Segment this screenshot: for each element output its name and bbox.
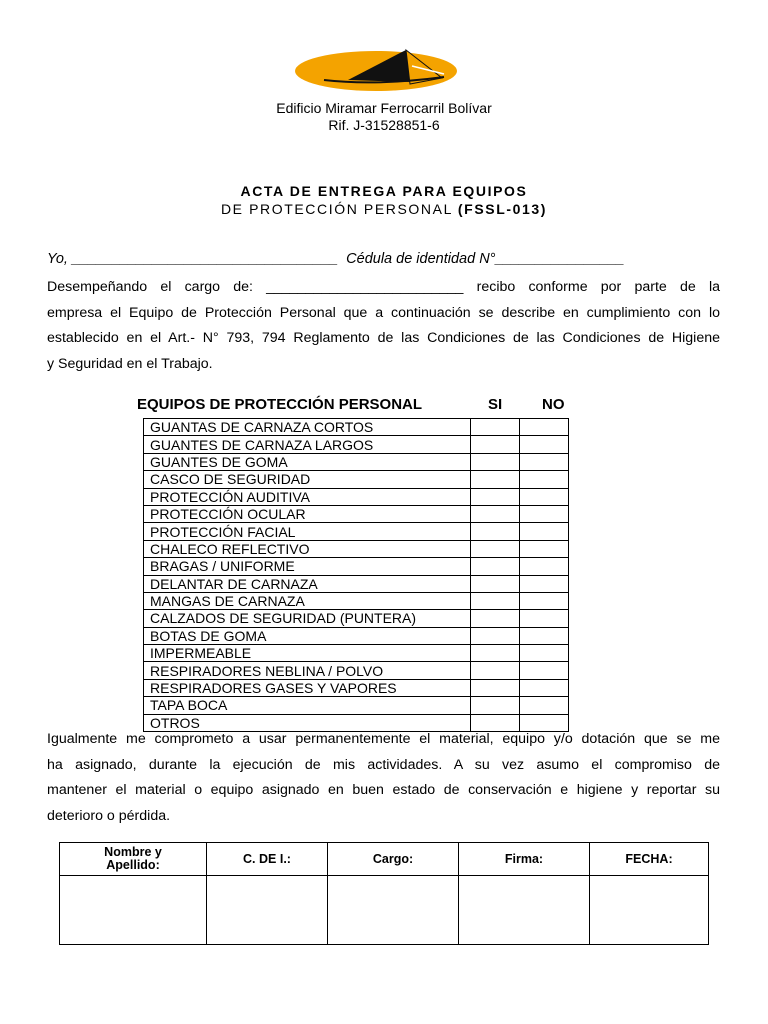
signature-entry-row [60,876,709,945]
si-checkbox-cell[interactable] [471,488,520,505]
form-code: (FSSL-013) [457,201,548,217]
fecha-entry-cell[interactable] [590,876,709,945]
si-checkbox-cell[interactable] [471,523,520,540]
no-checkbox-cell[interactable] [520,540,569,557]
si-checkbox-cell[interactable] [471,575,520,592]
equipment-item: CALZADOS DE SEGURIDAD (PUNTERA) [144,610,471,627]
cargo-entry-cell[interactable] [328,876,459,945]
equipment-item: PROTECCIÓN OCULAR [144,505,471,522]
no-checkbox-cell[interactable] [520,627,569,644]
signature-table [59,842,709,945]
si-header: SI [488,396,503,413]
equipment-item: PROTECCIÓN FACIAL [144,523,471,540]
si-checkbox-cell[interactable] [471,505,520,522]
rif-line: Rif. J-31528851-6 [328,117,440,133]
si-checkbox-cell[interactable] [471,436,520,453]
equipment-row [144,575,569,592]
no-checkbox-cell[interactable] [520,453,569,470]
si-checkbox-cell[interactable] [471,627,520,644]
equipment-header: EQUIPOS DE PROTECCIÓN PERSONAL [137,396,423,413]
id-entry-cell[interactable] [207,876,328,945]
si-checkbox-cell[interactable] [471,645,520,662]
equipment-item: RESPIRADORES GASES Y VAPORES [144,679,471,696]
equipment-row [144,523,569,540]
equipment-row [144,679,569,696]
no-checkbox-cell[interactable] [520,558,569,575]
company-logo [294,46,458,94]
equipment-row [144,453,569,470]
equipment-row [144,697,569,714]
equipment-row [144,558,569,575]
equipment-item: MANGAS DE CARNAZA [144,592,471,609]
equipment-item: BRAGAS / UNIFORME [144,558,471,575]
name-column-header: Nombre y Apellido: [60,843,207,876]
paragraph-line: ha asignado, durante la ejecución de mis actividades. A su vez asumo el compromiso de [47,756,720,773]
equipment-row [144,419,569,436]
paragraph-line: Igualmente me comprometo a usar permanentemente el material, equipo y/o dotación que se me [47,731,720,747]
si-checkbox-cell[interactable] [471,592,520,609]
si-checkbox-cell[interactable] [471,697,520,714]
equipment-row [144,627,569,644]
equipment-item: GUANTES DE CARNAZA LARGOS [144,436,471,453]
equipment-table [143,418,569,732]
no-checkbox-cell[interactable] [520,697,569,714]
address-line: Edificio Miramar Ferrocarril Bolívar [276,100,492,116]
si-checkbox-cell[interactable] [471,679,520,696]
no-checkbox-cell[interactable] [520,645,569,662]
no-checkbox-cell[interactable] [520,662,569,679]
equipment-row [144,645,569,662]
paragraph-line: y Seguridad en el Trabajo. [47,355,213,372]
no-header: NO [542,396,565,413]
equipment-item: PROTECCIÓN AUDITIVA [144,488,471,505]
no-checkbox-cell[interactable] [520,505,569,522]
si-checkbox-cell[interactable] [471,471,520,488]
si-checkbox-cell[interactable] [471,662,520,679]
cargo-column-header: Cargo: [328,843,459,876]
document-title: ACTA DE ENTREGA PARA EQUIPOS [240,183,528,199]
equipment-row [144,488,569,505]
name-entry-cell[interactable] [60,876,207,945]
equipment-item: DELANTAR DE CARNAZA [144,575,471,592]
paragraph-line: establecido en el Art.- N° 793, 794 Reglamento de las Condiciones de las Condiciones de Higiene [47,330,720,346]
equipment-row [144,592,569,609]
equipment-row [144,471,569,488]
equipment-item: CASCO DE SEGURIDAD [144,471,471,488]
signature-header-row [60,843,709,876]
no-checkbox-cell[interactable] [520,523,569,540]
no-checkbox-cell[interactable] [520,575,569,592]
no-checkbox-cell[interactable] [520,436,569,453]
equipment-item: GUANTES DE GOMA [144,453,471,470]
no-checkbox-cell[interactable] [520,610,569,627]
fecha-column-header: FECHA: [590,843,709,876]
equipment-item: GUANTAS DE CARNAZA CORTOS [144,419,471,436]
name-id-line: Yo, _________________________________ Cédula de identidad N°________________ [47,251,625,267]
equipment-item: CHALECO REFLECTIVO [144,540,471,557]
paragraph-line: empresa el Equipo de Protección Personal que a continuación se describe en cumplimiento con lo [47,304,720,321]
commitment-paragraph [47,727,720,829]
intro-paragraph [47,275,720,377]
equipment-row [144,610,569,627]
paragraph-line: Desempeñando el cargo de: _________________________ recibo conforme por parte de la [47,279,720,295]
equipment-row [144,540,569,557]
equipment-row [144,436,569,453]
no-checkbox-cell[interactable] [520,679,569,696]
equipment-row [144,662,569,679]
equipment-item: IMPERMEABLE [144,645,471,662]
equipment-item: OTROS [144,714,471,731]
firma-entry-cell[interactable] [459,876,590,945]
paragraph-line: deterioro o pérdida. [47,807,171,824]
paragraph-line: mantener el material o equipo asignado en buen estado de conservación e higiene y reportar su [47,782,720,798]
si-checkbox-cell[interactable] [471,610,520,627]
id-column-header: C. DE I.: [207,843,328,876]
no-checkbox-cell[interactable] [520,471,569,488]
no-checkbox-cell[interactable] [520,592,569,609]
document-subtitle: DE PROTECCIÓN PERSONAL (FSSL-013) [220,201,548,217]
si-checkbox-cell[interactable] [471,453,520,470]
si-checkbox-cell[interactable] [471,558,520,575]
firma-column-header: Firma: [459,843,590,876]
equipment-row [144,505,569,522]
equipment-item: BOTAS DE GOMA [144,627,471,644]
equipment-item: RESPIRADORES NEBLINA / POLVO [144,662,471,679]
no-checkbox-cell[interactable] [520,419,569,436]
equipment-item: TAPA BOCA [144,697,471,714]
si-checkbox-cell[interactable] [471,419,520,436]
no-checkbox-cell[interactable] [520,488,569,505]
si-checkbox-cell[interactable] [471,540,520,557]
